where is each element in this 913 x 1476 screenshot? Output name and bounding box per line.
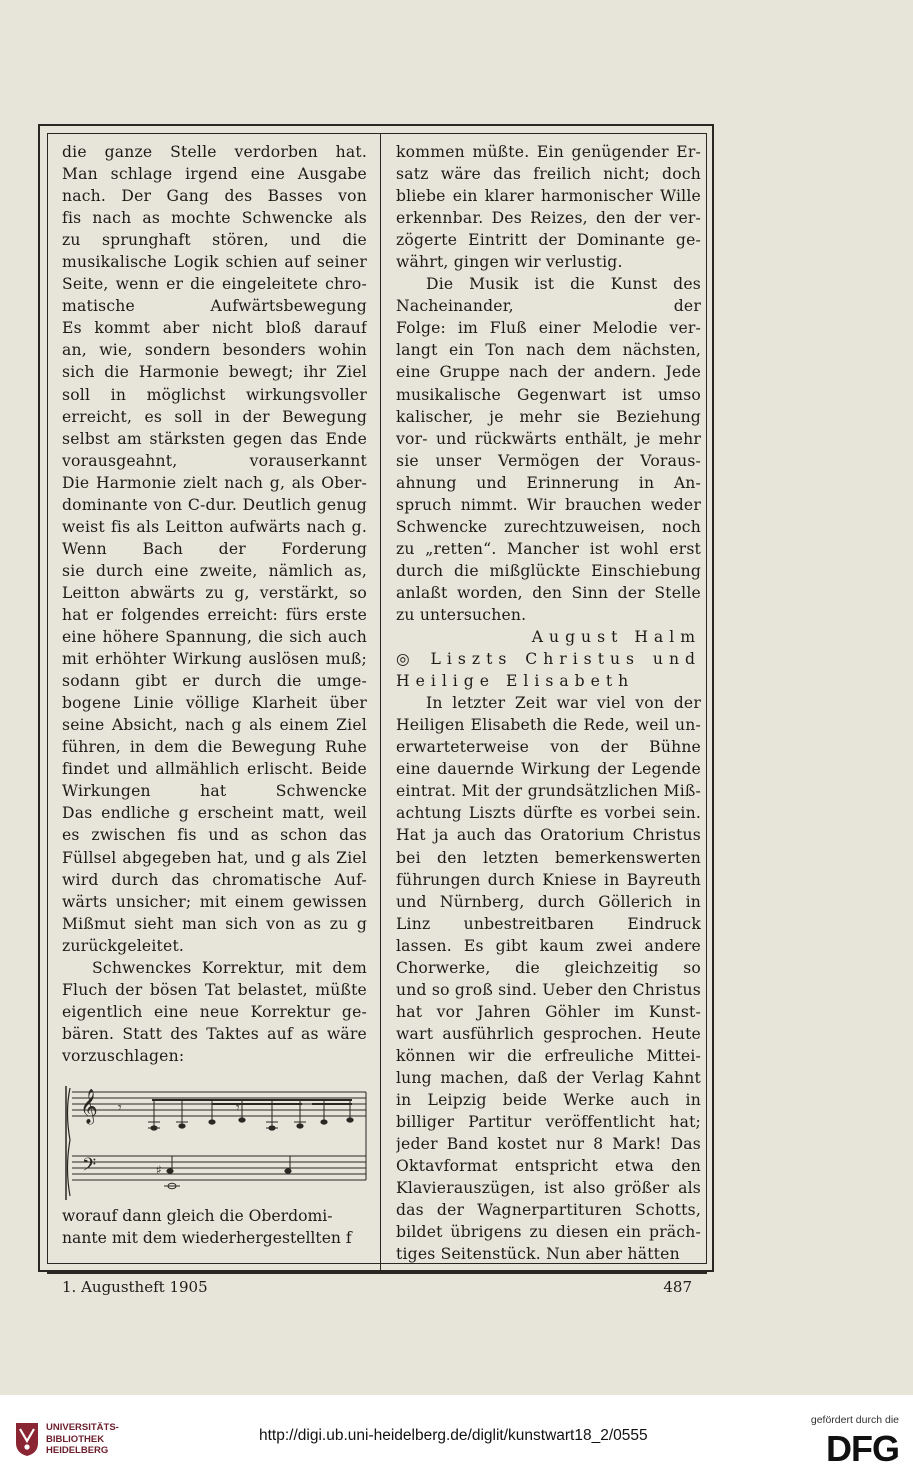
text-line: Nacheinander, der [396,297,701,316]
text-line: erwarteterweise von der Bühne [396,738,701,757]
page-number: 487 [663,1278,692,1296]
text-line: Schwencke zurechtzuweisen, noch [396,517,701,536]
text-line: bildet übrigens zu diesen ein präch- [396,1223,701,1242]
text-line: achtung Liszts dürfte es vorbei sein. [396,804,701,823]
text-line: anlaßt worden, den Sinn der Stelle [396,583,701,602]
text-line: selbst am stärksten gegen das Ende [62,429,367,448]
text-line: worauf dann gleich die Oberdomi- [62,1207,333,1225]
text-line: eintrat. Mit der grundsätzlichen Miß- [396,782,701,801]
text-line: kommen müßte. Ein genügender Er- [396,143,701,161]
text-line: Wenn Bach der Forderung [62,539,367,558]
text-line: seine Absicht, nach g als einem Ziel [62,716,367,735]
left-column [62,141,367,1067]
footer-rule [47,1272,707,1274]
text-line: erkennbar. Des Reizes, den der ver- [396,209,701,228]
text-line: eine Gruppe nach der andern. Jede [396,363,701,382]
text-line: jeder Band kostet nur 8 Mark! Das [396,1135,701,1154]
text-line: Linz unbestreitbaren Eindruck [396,914,701,933]
column-divider [380,134,381,1272]
text-line: Füllsel abgegeben hat, und g als Ziel [62,848,367,867]
text-line: Folge: im Fluß einer Melodie ver- [396,319,701,338]
text-line: soll in möglichst wirkungsvoller [62,385,367,404]
svg-text:𝄾: 𝄾 [236,1100,240,1116]
svg-text:𝄢: 𝄢 [82,1155,97,1180]
text-line: billiger Partitur veröffentlicht hat; [396,1113,701,1132]
text-line: führen, in dem die Bewegung Ruhe [62,738,367,757]
text-line: und so groß sind. Ueber den Christus [396,980,701,999]
svg-text:𝄞: 𝄞 [80,1089,98,1124]
university-seal-icon [14,1421,40,1457]
text-line: sich die Harmonie bewegt; ihr Ziel [62,363,367,382]
text-line: kalischer, je mehr sie Beziehung [396,407,701,426]
music-example [62,1082,368,1204]
text-line: nante mit dem wiederhergestellten f [62,1229,352,1247]
text-line: wird durch das chromatische Auf- [62,870,367,889]
page-footer [62,1278,692,1300]
text-line: sie durch eine zweite, nämlich as, [62,561,367,580]
text-line: eigentlich eine neue Korrektur ge- [62,1002,367,1021]
text-line: Es kommt aber nicht bloß darauf [62,319,367,338]
text-line: hat er folgendes erreicht: fürs erste [62,605,367,624]
library-name: UNIVERSITÄTS- BIBLIOTHEK HEIDELBERG [46,1422,119,1456]
left-column-after-music [62,1205,367,1249]
text-line: zu „retten“. Mancher ist wohl erst [396,539,701,558]
text-line: hat vor Jahren Göhler im Kunst- [396,1002,701,1021]
text-line: erreicht, es soll in der Bewegung [62,407,367,426]
text-line: Das endliche g erscheint matt, weil [62,804,367,823]
text-line: Wirkungen hat Schwencke [62,782,367,801]
text-line: können wir die erfreuliche Mittei- [396,1046,701,1065]
text-line: eine höhere Spannung, die sich auch [62,628,367,647]
text-line: weist fis als Leitton aufwärts nach g. [62,517,367,536]
text-line: bären. Statt des Taktes auf as wäre [62,1024,367,1043]
text-line: Fluch der bösen Tat belastet, müßte [62,980,367,999]
text-line: mit erhöhter Wirkung auslösen muß; [62,650,367,669]
text-line: In letzter Zeit war viel von der [426,694,701,713]
text-line: Heiligen Elisabeth die Rede, weil un- [396,716,701,735]
text-line: Klavierauszügen, ist also größer als [396,1179,701,1198]
text-line: Seite, wenn er die eingeleitete chro- [62,275,367,294]
text-line: lung machen, daß der Verlag Kahnt [396,1068,701,1087]
text-line: findet und allmählich erlischt. Beide [62,760,367,779]
text-line: bliebe ein klarer harmonischer Wille [396,187,701,206]
text-line: Hat ja auch das Oratorium Christus [396,826,701,845]
text-line: spruch nimmt. Wir brauchen weder [396,495,701,514]
text-line: das der Wagnerpartituren Schotts, [396,1201,701,1220]
text-line: dominante von C-dur. Deutlich genug [62,495,367,514]
text-line: führungen durch Kniese in Bayreuth [396,870,701,889]
text-line: zu untersuchen. [396,605,527,624]
text-line: matische Aufwärtsbewegung [62,297,367,316]
text-line: wärts unsicher; mit einem gewissen [62,892,367,911]
svg-text:𝄾: 𝄾 [118,1100,122,1116]
signature: August Halm [531,628,701,647]
text-line: durch die mißglückte Einschiebung [396,561,701,580]
text-line: bogene Linie völlige Klarheit über [62,694,367,713]
text-line: sie unser Vermögen der Voraus- [396,451,701,470]
text-line: Mißmut sieht man sich von as zu g [62,914,367,933]
text-line: bei den letzten bemerkenswerten [396,848,701,867]
text-line: musikalische Logik schien auf seiner [62,253,367,272]
text-line: Leitton abwärts zu g, verstärkt, so [62,583,367,602]
dfg-logo: DFG [826,1428,899,1469]
svg-text:♯: ♯ [156,1163,162,1177]
text-line: vorausgeahnt, vorauserkannt [62,451,367,470]
issue-label: 1. Augustheft 1905 [62,1278,208,1296]
text-line: und Nürnberg, durch Göllerich in [396,892,701,911]
text-line: vor- und rückwärts enthält, je mehr [396,429,701,448]
text-line: Oktavformat entspricht etwa den [396,1157,701,1176]
text-line: zögerte Eintritt der Dominante ge- [396,231,701,250]
text-line: nach. Der Gang des Basses von [62,187,367,206]
text-line: lassen. Es gibt kaum zwei andere [396,936,701,955]
text-line: fis nach as mochte Schwencke als [62,209,367,228]
text-line: tiges Seitenstück. Nun aber hätten [396,1245,680,1264]
text-line: an, wie, sondern besonders wohin [62,341,367,360]
text-line: währt, gingen wir verlustig. [396,253,623,272]
right-column [396,141,701,1265]
funding-label: gefördert durch die [810,1414,899,1426]
article-heading-2: Heilige Elisabeth [396,672,635,691]
text-line: ahnung und Erinnerung in An- [396,473,701,492]
text-line: satz wäre das freilich nicht; doch [396,165,701,184]
text-line: eine dauernde Wirkung der Legende [396,760,701,779]
text-line: langt ein Ton nach dem nächsten, [396,341,701,360]
text-line: wart ausführlich gesprochen. Heute [396,1024,701,1043]
text-line: zu sprunghaft stören, und die [62,231,367,250]
text-line: Man schlage irgend eine Ausgabe [62,165,367,184]
text-line: zurückgeleitet. [62,936,185,955]
text-line: Die Harmonie zielt nach g, als Ober- [62,473,367,492]
text-line: musikalische Gegenwart ist umso [396,385,701,404]
text-line: die ganze Stelle verdorben hat. [62,143,367,161]
text-line: Chorwerke, die gleichzeitig so [396,958,701,977]
source-link[interactable]: http://digi.ub.uni-heidelberg.de/diglit/kunstwart18_2/0555 [259,1427,648,1444]
text-line: Schwenckes Korrektur, mit dem [92,958,367,977]
text-line: in Leipzig beide Werke auch in [396,1091,701,1110]
heading-mark-icon: ◎ [396,650,418,669]
article-heading: ◎ Liszts Christus und [396,650,701,669]
text-line: Die Musik ist die Kunst des [426,275,701,294]
text-line: vorzuschlagen: [62,1046,185,1065]
text-line: sodann gibt er durch die umge- [62,672,367,691]
text-line: es zwischen fis und as schon das [62,826,367,845]
